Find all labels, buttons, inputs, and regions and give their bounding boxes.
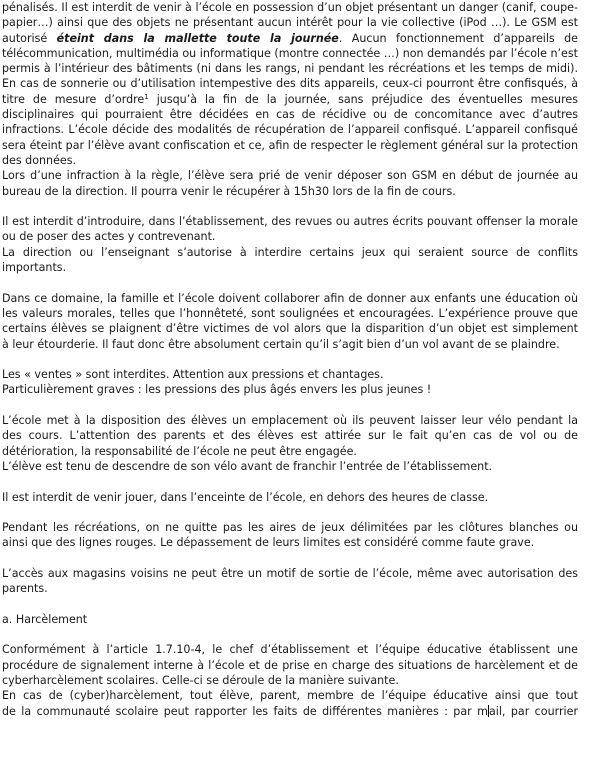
text-run: autorisé xyxy=(2,31,57,45)
text-line: bureau de la direction. Il pourra venir le récupérer à 15h30 lors de la fin de cours. xyxy=(2,184,456,198)
text-line: permis à l’intérieur des bâtiments (ni dans les rangs, ni pendant les récréations et les temps de midi). xyxy=(2,62,578,76)
text-line: Dans ce domaine, la famille et l’école doivent collaborer afin de donner aux enfants une éducation où xyxy=(2,291,578,305)
text-line: sera éteint par l’élève avant confiscation et ce, afin de respecter le règlement général sur la protection xyxy=(2,138,578,152)
paragraph-harassment xyxy=(2,642,578,718)
paragraph-gap xyxy=(2,352,578,367)
text-line: Particulièrement graves : les pressions des plus âgés envers les plus jeunes ! xyxy=(2,383,432,397)
text-line: des données. xyxy=(2,153,77,167)
paragraph-gap xyxy=(2,627,578,642)
text-line: Conformément à l’article 1.7.10-4, le chef d’établissement et l’équipe éducative établissent une xyxy=(2,643,578,657)
text-line: importants. xyxy=(2,261,67,275)
text-line xyxy=(2,704,578,719)
paragraph-gap xyxy=(2,551,578,566)
text-line: à leur étourderie. Il faut donc être absolument certain qu’il s’agit bien d’un vol avant de se plaindre. xyxy=(2,337,560,351)
paragraph-gap xyxy=(2,199,578,214)
paragraph-gap xyxy=(2,275,578,290)
paragraph-shops xyxy=(2,566,578,597)
text-line: Les « ventes » sont interdites. Attention aux pressions et chantages. xyxy=(2,368,384,382)
text-line: procédure de signalement interne à l’école et de prise en charge des situations de harcèlement et de xyxy=(2,658,578,672)
paragraph-publications xyxy=(2,214,578,275)
paragraph-bikes xyxy=(2,413,578,474)
text-line: Pendant les récréations, on ne quitte pas les aires de jeux délimitées par les clôtures blanches ou xyxy=(2,521,578,535)
text-line: L’élève est tenu de descendre de son vélo avant de franchir l’entrée de l’établissement. xyxy=(2,459,493,473)
paragraph-values xyxy=(2,291,578,352)
text-line: papier…) ainsi que des objets ne présentant aucun intérêt pour la vie collective (iPod …). Le GSM est xyxy=(2,16,578,30)
footnote-marker[interactable]: 1 xyxy=(144,92,149,101)
text-line: En cas de sonnerie ou d’utilisation intempestive des dits appareils, ceux-ci pourront être confisqués, à xyxy=(2,77,578,91)
text-line: L’accès aux magasins voisins ne peut être un motif de sortie de l’école, même avec autorisation des xyxy=(2,566,578,580)
text-line: disciplinaires qui pourraient être décidées en cas de récidive ou de concomitance avec d’autres xyxy=(2,108,578,122)
text-run: de la communauté scolaire peut rapporter les faits de différentes manières : par m xyxy=(2,704,488,718)
document-page xyxy=(2,0,578,719)
paragraph-recess xyxy=(2,520,578,551)
text-run: titre de mesure d’ordre xyxy=(2,92,145,106)
paragraph-gap xyxy=(2,505,578,520)
paragraph-devices xyxy=(2,0,578,199)
text-line xyxy=(2,92,578,107)
text-line: certains élèves se plaignent d’être victimes de vol alors que la disparition d’un objet est simplement xyxy=(2,322,578,336)
text-line: ainsi que des lignes rouges. Le dépassement de leurs limites est considéré comme faute grave. xyxy=(2,536,535,550)
text-line: Il est interdit d’introduire, dans l’établissement, des revues ou autres écrits pouvant offenser la morale xyxy=(2,215,578,229)
text-line: Il est interdit de venir jouer, dans l’enceinte de l’école, en dehors des heures de classe. xyxy=(2,490,489,504)
text-line: télécommunication, multimédia ou informatique (montre connectée …) non demandés par l’école n’est xyxy=(2,46,578,60)
text-line: infractions. L’école décide des modalités de récupération de l’appareil confisqué. L’appareil confisqué xyxy=(2,123,578,137)
text-run: . Aucun fonctionnement d’appareils de xyxy=(338,31,578,45)
paragraph-sales xyxy=(2,367,578,398)
text-line: détérioration, la responsabilité de l’école ne peut être engagée. xyxy=(2,444,357,458)
paragraph-gap xyxy=(2,597,578,612)
text-run: ail, par courrier xyxy=(488,704,578,718)
text-line: les valeurs morales, telles que l’honnêteté, sont soulignées et encouragées. L’expérience prouve que xyxy=(2,306,578,320)
text-line xyxy=(2,31,578,46)
text-run: jusqu’à la fin de la journée, sans préjudice des éventuelles mesures xyxy=(148,92,578,106)
text-line: des cours. L’attention des parents et des élèves est attirée sur le fait qu’en cas de vol ou de xyxy=(2,429,578,443)
text-line: parents. xyxy=(2,582,48,596)
text-line: pénalisés. Il est interdit de venir à l’école en possession d’un objet présentant un danger (canif, coupe- xyxy=(2,1,578,14)
section-heading: a. Harcèlement xyxy=(2,612,88,626)
text-line: En cas de (cyber)harcèlement, tout élève, parent, membre de l’équipe éducative ainsi que tout xyxy=(2,689,578,703)
text-line: cyberharcèlement scolaires. Celle-ci se déroule de la manière suivante. xyxy=(2,674,399,688)
text-line: ou de poser des actes y contrevenant. xyxy=(2,230,216,244)
paragraph-gap xyxy=(2,398,578,413)
text-line: L’école met à la disposition des élèves un emplacement où ils peuvent laisser leur vélo pendant la xyxy=(2,414,578,428)
paragraph-gap xyxy=(2,474,578,489)
text-line: Lors d’une infraction à la règle, l’élève sera prié de venir déposer son GSM en début de journée au xyxy=(2,169,578,183)
text-line: La direction ou l’enseignant s’autorise à interdire certains jeux qui seraient source de conflits xyxy=(2,245,578,259)
emphasized-text: éteint dans la mallette toute la journée xyxy=(56,31,339,45)
paragraph-playing xyxy=(2,490,578,505)
